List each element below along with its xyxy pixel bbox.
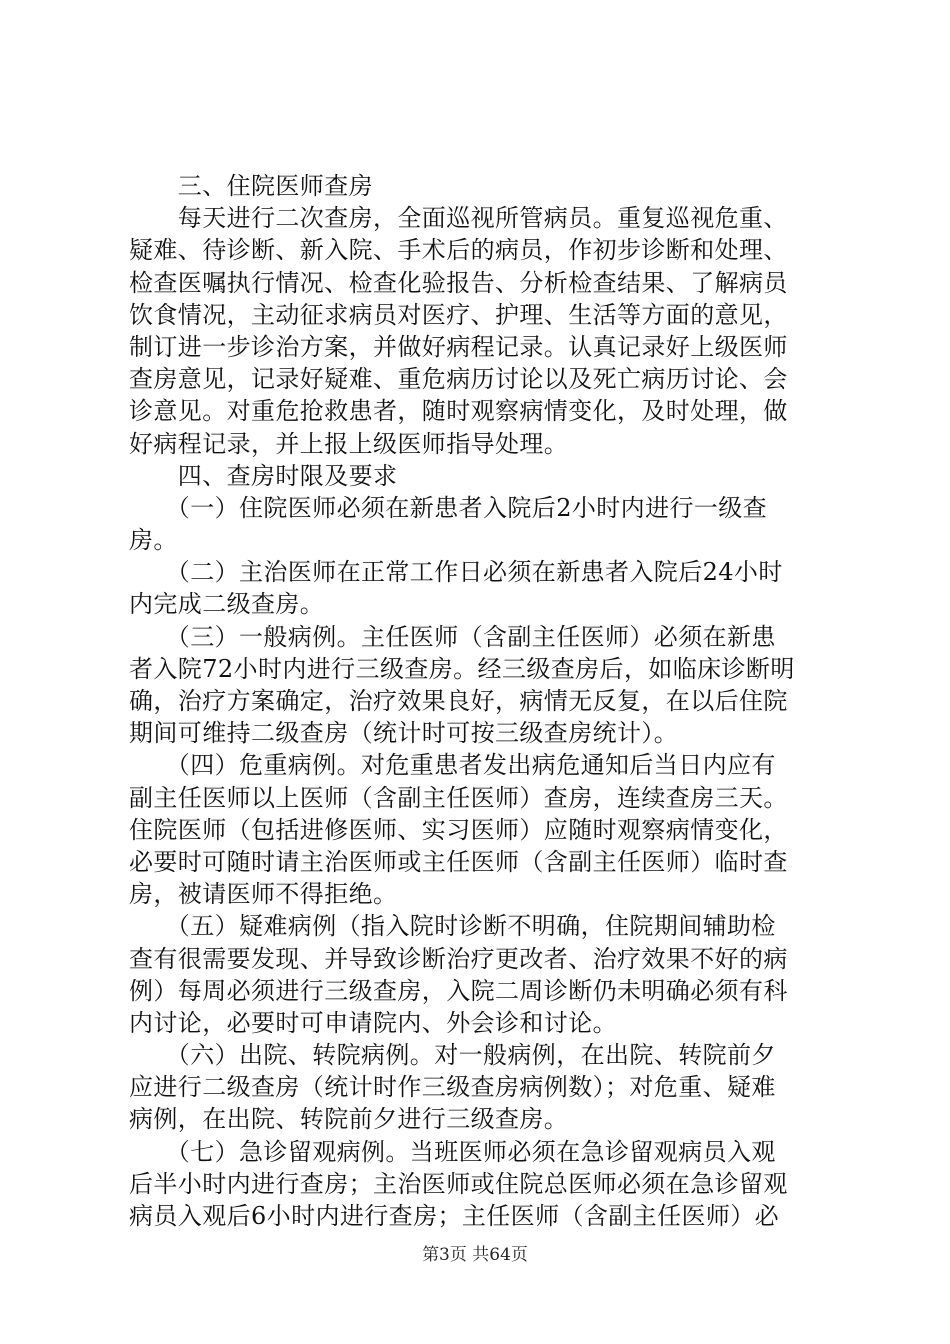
text-line: （七）急诊留观病例。当班医师必须在急诊留观病员入观 <box>129 1137 776 1166</box>
text-line: （四）危重病例。对危重患者发出病危通知后当日内应有 <box>129 751 776 780</box>
page-number-label: 第3页 共64页 <box>422 1245 528 1265</box>
text-line: 查有很需要发现、并导致诊断治疗更改者、治疗效果不好的病 <box>129 944 788 973</box>
text-line: 者入院72小时内进行三级查房。经三级查房后，如临床诊断明 <box>129 654 795 683</box>
text-line: （一）住院医师必须在新患者入院后2小时内进行一级查 <box>129 493 768 522</box>
text-line: 检查医嘱执行情况、检查化验报告、分析检查结果、了解病员 <box>129 268 788 297</box>
text-line: 制订进一步诊治方案，并做好病程记录。认真记录好上级医师 <box>129 332 788 361</box>
text-line: 诊意见。对重危抢救患者，随时观察病情变化，及时处理，做 <box>129 397 788 426</box>
text-line: 后半小时内进行查房；主治医师或住院总医师必须在急诊留观 <box>129 1169 788 1198</box>
text-line: 好病程记录，并上报上级医师指导处理。 <box>129 429 569 458</box>
text-line: （二）主治医师在正常工作日必须在新患者入院后24小时 <box>129 558 783 587</box>
text-line: 房。 <box>129 526 178 555</box>
text-line: 病例，在出院、转院前夕进行三级查房。 <box>129 1105 569 1134</box>
text-line: 病员入观后6小时内进行查房；主任医师（含副主任医师）必 <box>129 1202 780 1230</box>
text-line: 必要时可随时请主治医师或主任医师（含副主任医师）临时查 <box>129 847 788 876</box>
text-line: 住院医师（包括进修医师、实习医师）应随时观察病情变化， <box>129 815 788 844</box>
text-line: 内讨论，必要时可申请院内、外会诊和讨论。 <box>129 1008 617 1037</box>
text-line: 副主任医师以上医师（含副主任医师）查房，连续查房三天。 <box>129 783 788 812</box>
text-line: （六）出院、转院病例。对一般病例，在出院、转院前夕 <box>129 1041 776 1070</box>
text-line: 内完成二级查房。 <box>129 590 325 619</box>
text-line: 疑难、待诊断、新入院、手术后的病员，作初步诊断和处理、 <box>129 236 788 265</box>
text-line: 应进行二级查房（统计时作三级查房病例数）；对危重、疑难 <box>129 1073 776 1102</box>
text-line: 期间可维持二级查房（统计时可按三级查房统计）。 <box>129 719 679 748</box>
text-line: （三）一般病例。主任医师（含副主任医师）必须在新患 <box>129 622 776 651</box>
text-line: 确，治疗方案确定，治疗效果良好，病情无反复，在以后住院 <box>129 687 788 715</box>
document-body <box>129 170 839 1232</box>
text-line: 三、住院医师查房 <box>129 172 373 200</box>
text-line: （五）疑难病例（指入院时诊断不明确，住院期间辅助检 <box>129 912 776 941</box>
text-line: 查房意见，记录好疑难、重危病历讨论以及死亡病历讨论、会 <box>129 365 788 394</box>
text-line: 四、查房时限及要求 <box>129 461 398 490</box>
text-line: 每天进行二次查房，全面巡视所管病员。重复巡视危重、 <box>129 204 788 233</box>
text-line: 房，被请医师不得拒绝。 <box>129 880 398 909</box>
page-footer <box>0 1240 950 1265</box>
text-line: 例）每周必须进行三级查房，入院二周诊断仍未明确必须有科 <box>129 976 788 1005</box>
text-line: 饮食情况，主动征求病员对医疗、护理、生活等方面的意见， <box>129 300 788 329</box>
